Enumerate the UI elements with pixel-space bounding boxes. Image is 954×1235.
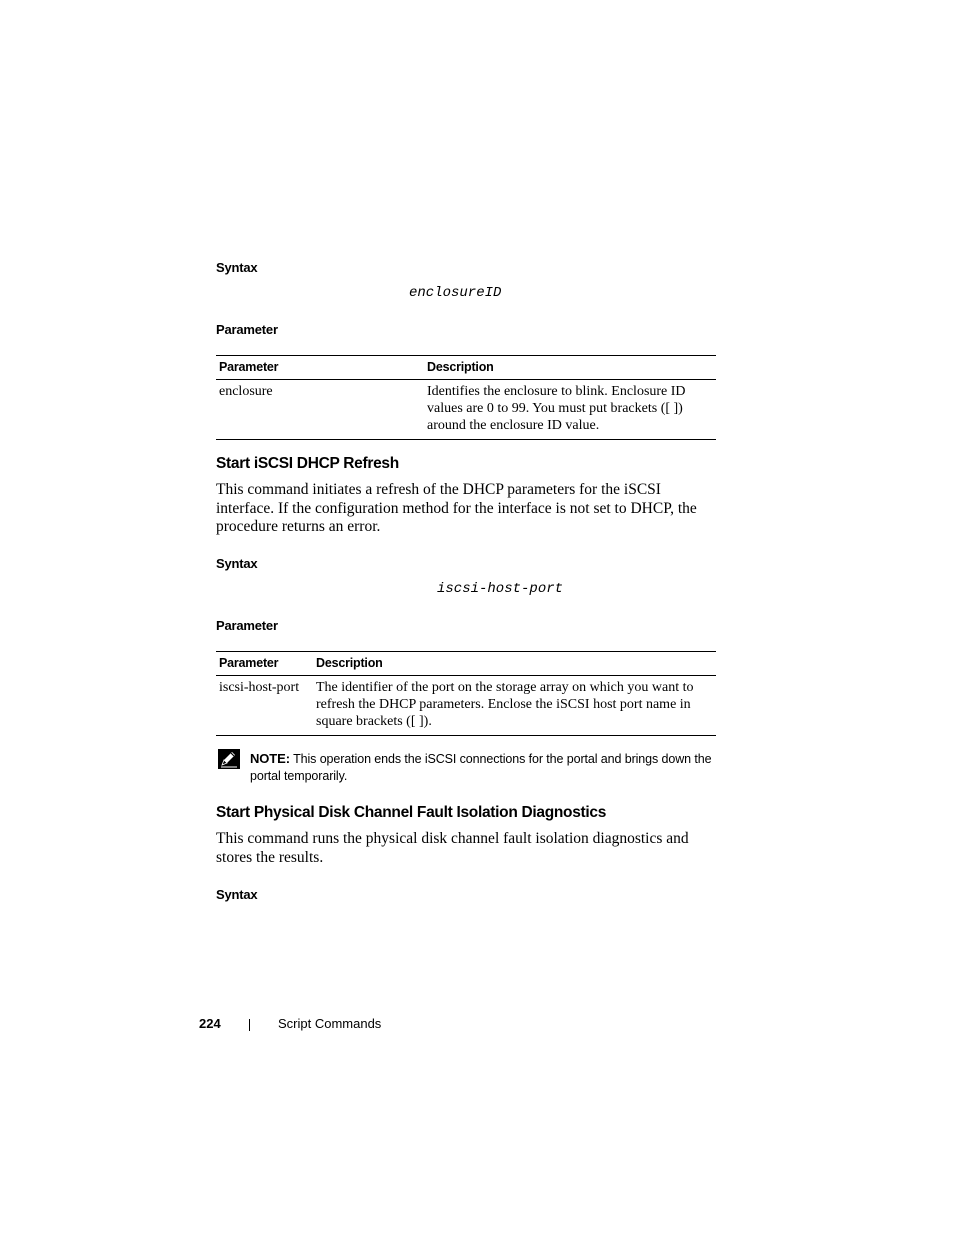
table-cell-parameter: enclosure — [216, 380, 424, 440]
footer-chapter: Script Commands — [278, 1016, 382, 1031]
section-heading: Start iSCSI DHCP Refresh — [216, 455, 399, 472]
table-header-parameter: Parameter — [216, 356, 424, 380]
page-number: 224 — [199, 1016, 221, 1031]
pencil-note-icon — [218, 749, 240, 769]
footer-divider — [249, 1019, 250, 1031]
section-description: This command initiates a refresh of the DHCP parameters for the iSCSI interface. If the configuration method for the interface is not set to DHCP, the procedure returns an error. — [216, 481, 697, 535]
parameter-table — [216, 355, 716, 440]
table-row — [216, 676, 716, 736]
parameter-label: Parameter — [216, 618, 278, 633]
table-cell-description: The identifier of the port on the storage array on which you want to refresh the DHCP parameters. Enclose the iSCSI host port name in square brackets ([ ]). — [313, 676, 716, 736]
syntax-code: iscsi-host-port — [437, 581, 564, 597]
table-header-description: Description — [313, 652, 716, 676]
table-header-parameter: Parameter — [216, 652, 313, 676]
note-label: NOTE: — [250, 751, 290, 766]
note-text — [250, 750, 720, 785]
syntax-label: Syntax — [216, 887, 258, 902]
section-heading: Start Physical Disk Channel Fault Isolation Diagnostics — [216, 804, 607, 821]
parameter-label: Parameter — [216, 322, 278, 337]
syntax-label: Syntax — [216, 556, 258, 571]
section-description: This command runs the physical disk channel fault isolation diagnostics and stores the results. — [216, 830, 689, 866]
syntax-code: enclosureID — [409, 285, 502, 301]
table-header-description: Description — [424, 356, 716, 380]
note-body: This operation ends the iSCSI connections for the portal and brings down the portal temporarily. — [250, 752, 712, 783]
parameter-table — [216, 651, 716, 736]
table-cell-parameter: iscsi-host-port — [216, 676, 313, 736]
table-row — [216, 380, 716, 440]
syntax-label: Syntax — [216, 260, 258, 275]
table-cell-description: Identifies the enclosure to blink. Enclosure ID values are 0 to 99. You must put brackets ([ ]) around the enclosure ID value. — [424, 380, 716, 440]
